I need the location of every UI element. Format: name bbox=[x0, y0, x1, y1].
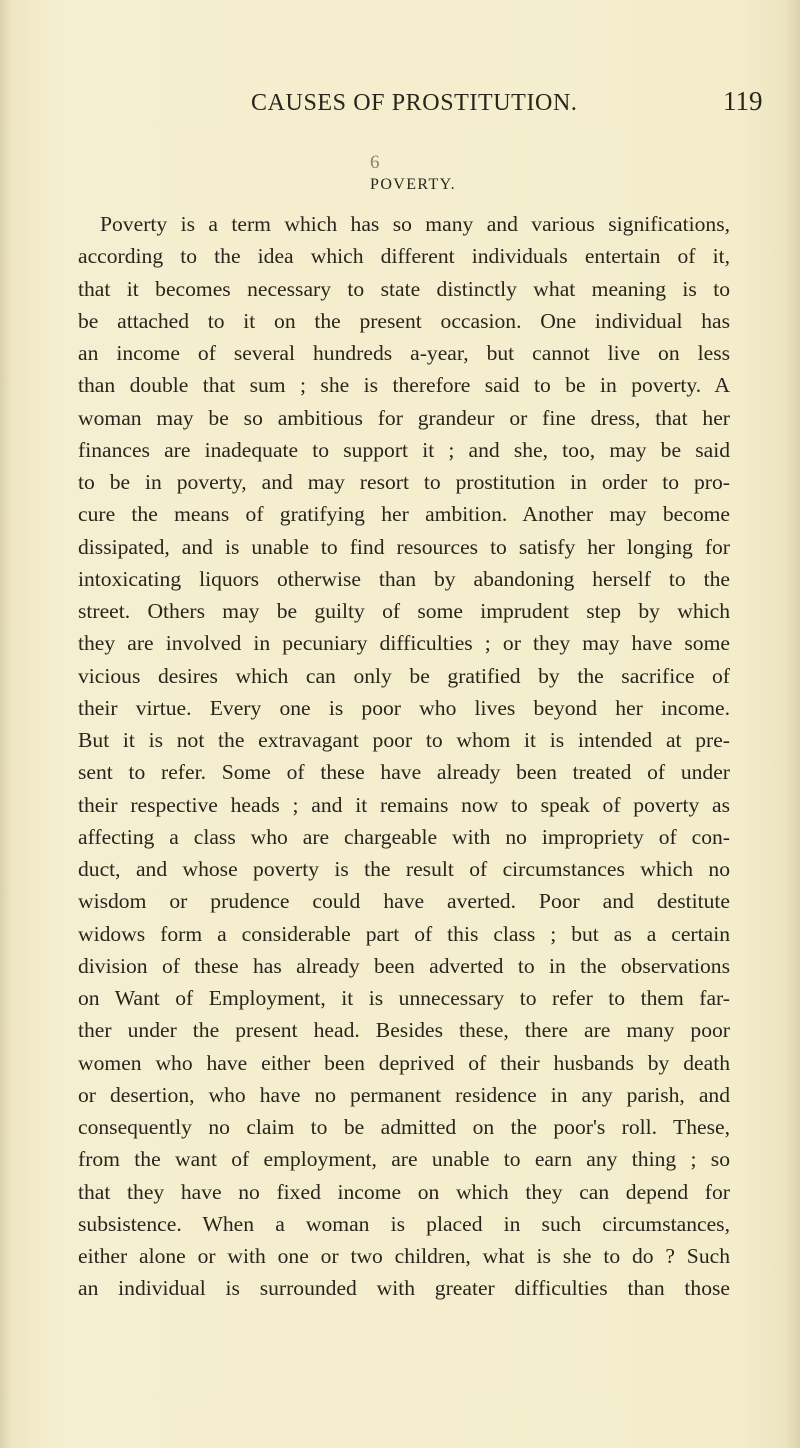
margin-mark: 6 bbox=[370, 152, 380, 173]
text-line: finances are inadequate to support it ; and she, too, may be said bbox=[78, 437, 730, 462]
running-title: CAUSES OF PROSTITUTION. bbox=[251, 90, 578, 116]
text-line: or desertion, who have no permanent residence in any parish, and bbox=[78, 1082, 730, 1107]
text-line: wisdom or prudence could have averted. Poor and destitute bbox=[78, 889, 730, 914]
text-line: woman may be so ambitious for grandeur or fine dress, that her bbox=[78, 405, 730, 430]
text-line: than double that sum ; she is therefore said to be in poverty. A bbox=[78, 373, 730, 398]
text-line: women who have either been deprived of their husbands by death bbox=[78, 1050, 730, 1075]
running-head bbox=[0, 86, 800, 122]
text-line: an individual is surrounded with greater difficulties than those bbox=[78, 1276, 730, 1301]
text-line: their virtue. Every one is poor who lives beyond her income. bbox=[78, 695, 730, 720]
text-line: division of these has already been adverted to in the observations bbox=[78, 953, 730, 978]
text-line: from the want of employment, are unable to earn any thing ; so bbox=[78, 1147, 730, 1172]
text-line: that it becomes necessary to state distinctly what meaning is to bbox=[78, 276, 730, 301]
text-line: street. Others may be guilty of some imprudent step by which bbox=[78, 599, 730, 623]
page-edge-shadow bbox=[786, 0, 800, 1448]
text-line: either alone or with one or two children, what is she to do ? Such bbox=[78, 1244, 730, 1268]
body-paragraph bbox=[78, 208, 730, 1305]
text-line: on Want of Employment, it is unnecessary to refer to them far- bbox=[78, 986, 730, 1010]
text-line: But it is not the extravagant poor to whom it is intended at pre- bbox=[78, 728, 730, 752]
text-line: affecting a class who are chargeable with no impropriety of con- bbox=[78, 824, 730, 849]
gutter-shadow bbox=[0, 0, 12, 1448]
text-line: according to the idea which different individuals entertain of it, bbox=[78, 244, 730, 269]
section-heading: POVERTY. bbox=[370, 176, 456, 193]
text-line: sent to refer. Some of these have already been treated of under bbox=[78, 760, 730, 785]
text-line: be attached to it on the present occasion. One individual has bbox=[78, 308, 730, 333]
text-line: ther under the present head. Besides these, there are many poor bbox=[78, 1018, 730, 1043]
text-line: to be in poverty, and may resort to prostitution in order to pro- bbox=[78, 470, 730, 494]
page-number: 119 bbox=[723, 86, 763, 116]
text-line: an income of several hundreds a-year, but cannot live on less bbox=[78, 341, 730, 365]
text-line: dissipated, and is unable to find resources to satisfy her longing for bbox=[78, 534, 730, 559]
text-line: intoxicating liquors otherwise than by abandoning herself to the bbox=[78, 566, 730, 591]
text-line: Poverty is a term which has so many and various significations, bbox=[100, 212, 730, 236]
text-line: cure the means of gratifying her ambition. Another may become bbox=[78, 502, 730, 527]
text-line: consequently no claim to be admitted on the poor's roll. These, bbox=[78, 1115, 730, 1139]
text-line: their respective heads ; and it remains now to speak of poverty as bbox=[78, 792, 730, 817]
text-line: that they have no fixed income on which they can depend for bbox=[78, 1179, 730, 1204]
text-line: subsistence. When a woman is placed in such circumstances, bbox=[78, 1211, 730, 1236]
text-line: widows form a considerable part of this class ; but as a certain bbox=[78, 921, 730, 946]
text-line: they are involved in pecuniary difficulties ; or they may have some bbox=[78, 631, 730, 656]
text-line: vicious desires which can only be gratified by the sacrifice of bbox=[78, 663, 730, 688]
text-line: duct, and whose poverty is the result of circumstances which no bbox=[78, 857, 730, 881]
